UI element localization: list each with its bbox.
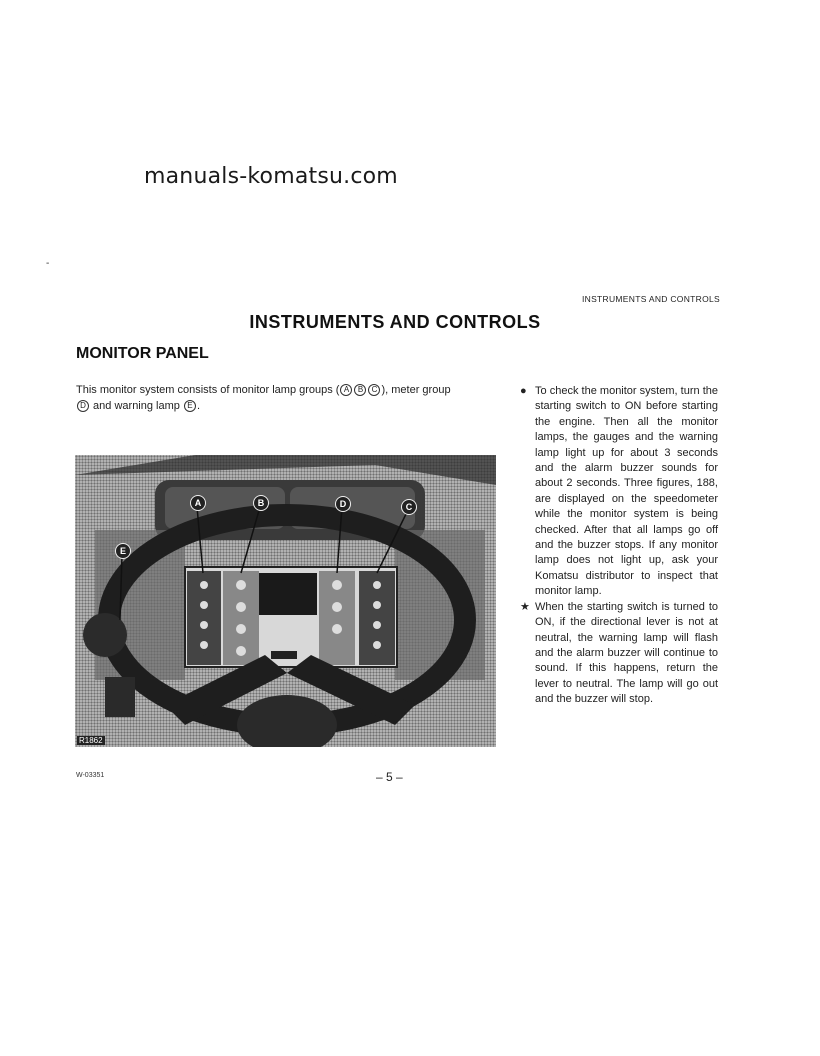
label-e-marker: E [184, 400, 196, 412]
photo-code: R1862 [79, 736, 103, 745]
label-b-marker: B [354, 384, 366, 396]
watermark-text: manuals-komatsu.com [144, 164, 398, 189]
label-a-marker: A [340, 384, 352, 396]
footer-code: W-03351 [76, 772, 105, 779]
intro-text-2: ), meter group [381, 384, 451, 396]
stray-mark: - [46, 258, 50, 269]
label-d-marker: D [77, 400, 89, 412]
photo-label-a: A [190, 495, 206, 511]
note-text: To check the monitor system, turn the starting switch to ON before starting the engine. Then all the monitor lamps, the gauges and the warning lamp light up for about 3 seconds and the alarm buzzer sounds for about 2 seconds. Three figures, 188, are displayed on the speedometer while the monitor system is being checked. After that all lamps go off and the buzzer stops. If any monitor lamp does not light up, ask your Komatsu distributor to inspect that monitor lamp. [535, 385, 718, 598]
photo-label-e: E [115, 543, 131, 559]
monitor-panel-photo [75, 455, 496, 747]
page-number: – 5 – [376, 770, 403, 784]
intro-text-1: This monitor system consists of monitor lamp groups ( [76, 384, 340, 396]
running-header: INSTRUMENTS AND CONTROLS [581, 294, 720, 304]
note-monitor-check [520, 384, 718, 600]
photo-label-c: C [401, 499, 417, 515]
page-title: INSTRUMENTS AND CONTROLS [249, 312, 541, 332]
label-c-marker: C [368, 384, 380, 396]
note-bullet-dot: ● [520, 385, 527, 397]
intro-text-4: . [196, 400, 201, 412]
section-heading: MONITOR PANEL [76, 345, 209, 362]
photo-label-d: D [335, 496, 351, 512]
photo-label-b: B [253, 495, 269, 511]
note-directional-lever [520, 600, 718, 708]
note-text: When the starting switch is turned to ON, if the directional lever is not at neutral, the warning lamp will flash and the alarm buzzer will continue to sound. If this happens, return the lever to neutral. The lamp will go out and the buzzer will stop. [535, 600, 718, 706]
notes-column [520, 384, 718, 708]
intro-paragraph [76, 382, 506, 414]
intro-text-3: and warning lamp [90, 400, 183, 412]
note-bullet-star: ★ [520, 600, 530, 613]
monitor-panel-illustration [75, 455, 496, 747]
